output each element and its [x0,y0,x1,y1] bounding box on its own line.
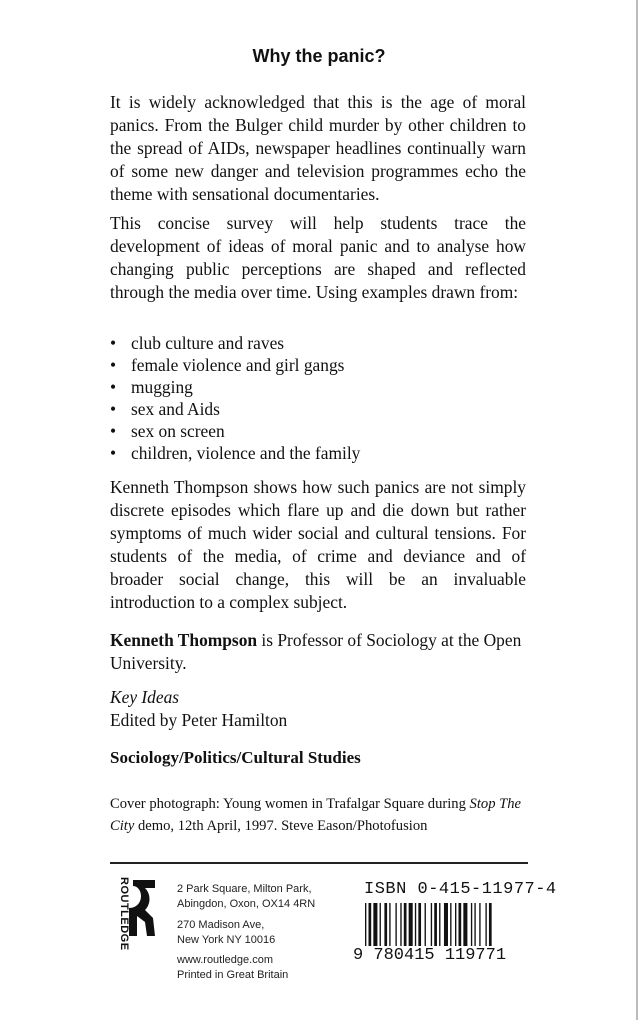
survey-paragraph: This concise survey will help students trace the development of ideas of moral panic and to analyse how changing public perceptions are shaped and reflected through the media over time. Using examples drawn from: [110,213,526,302]
series-editor: Edited by Peter Hamilton [110,710,288,730]
printed-in: Printed in Great Britain [177,969,289,981]
address-uk-line2: Abingdon, Oxon, OX14 4RN [177,898,316,910]
cover-credit-title: Stop The City [110,796,522,834]
divider [110,862,528,864]
author-bio-text: is Professor of Sociology at the Open University. [110,630,522,673]
list-item: • female violence and girl gangs [110,354,526,376]
routledge-logo-icon [107,878,161,944]
address-uk-line1: 2 Park Square, Milton Park, [177,883,312,895]
publisher-logo-text: ROUTLEDGE [118,877,130,951]
address-us-line2: New York NY 10016 [177,934,276,946]
address-uk [177,882,315,912]
intro-paragraph: It is widely acknowledged that this is the age of moral panics. From the Bulger child murder by other children to the spread of AIDs, newspaper headlines continually warn of some new danger and television programmes echo the theme with sensational documentaries. [110,92,526,204]
list-item: • club culture and raves [110,332,526,354]
list-item: • sex on screen [110,420,526,442]
list-item: • sex and Aids [110,398,526,420]
cover-credit [110,793,526,837]
list-item: • mugging [110,376,526,398]
cover-credit-suffix: demo, 12th April, 1997. Steve Eason/Photofusion [134,818,428,834]
summary-paragraph: Kenneth Thompson shows how such panics are not simply discrete episodes which flare up and die down but rather symptoms of much wider social and cultural tensions. For students of the media, of crime and deviance and of broader social change, this will be an invaluable introduction to a complex subject. [110,477,526,612]
subject-categories: Sociology/Politics/Cultural Studies [110,748,361,767]
barcode-number-text: 9 780415 119771 [353,946,507,965]
barcode-number [352,946,534,965]
author-name: Kenneth Thompson [110,630,258,650]
series-info [110,686,526,732]
address-us [177,918,275,948]
list-item: • children, violence and the family [110,442,526,464]
page-title: Why the panic? [252,46,386,66]
author-bio [110,629,526,675]
address-us-line1: 270 Madison Ave, [177,919,265,931]
cover-credit-prefix: Cover photograph: Young women in Trafalgar Square during [110,796,470,812]
series-name: Key Ideas [110,687,180,707]
publisher-website: www.routledge.com [177,954,273,966]
isbn-label: ISBN 0-415-11977-4 [364,880,557,899]
examples-list [110,332,526,464]
